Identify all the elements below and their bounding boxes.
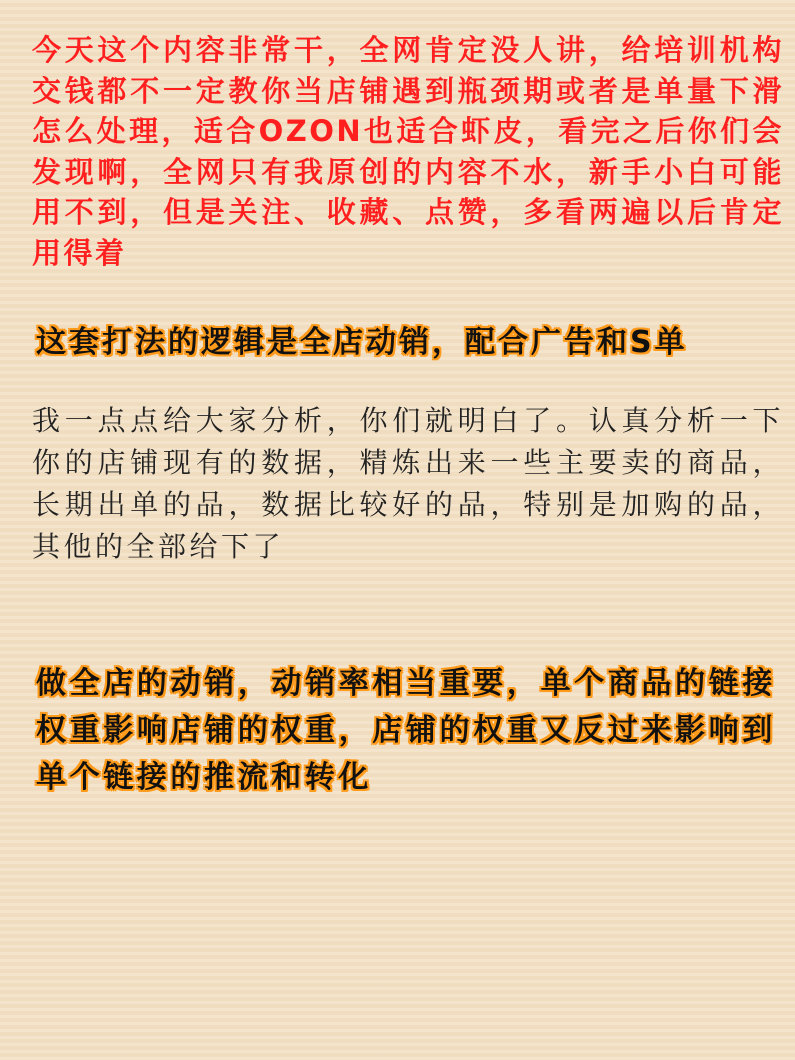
analysis-paragraph: 我一点点给大家分析，你们就明白了。认真分析一下你的店铺现有的数据，精炼出来一些主要卖的商品，长期出单的品，数据比较好的品，特别是加购的品，其他的全部给下了 — [32, 404, 784, 563]
section-heading-strategy: 这套打法的逻辑是全店动销，配合广告和S单 — [36, 325, 688, 360]
intro-paragraph: 今天这个内容非常干，全网肯定没人讲，给培训机构交钱都不一定教你当店铺遇到瓶颈期或者是单量下滑怎么处理，适合OZON也适合虾皮，看完之后你们会发现啊，全网只有我原创的内容不水，新手小白可能用不到，但是关注、收藏、点赞，多看两遍以后肯定用得着 — [32, 33, 784, 270]
section-heading-sell-through: 做全店的动销，动销率相当重要，单个商品的链接权重影响店铺的权重，店铺的权重又反过来影响到单个链接的推流和转化 — [36, 666, 776, 795]
